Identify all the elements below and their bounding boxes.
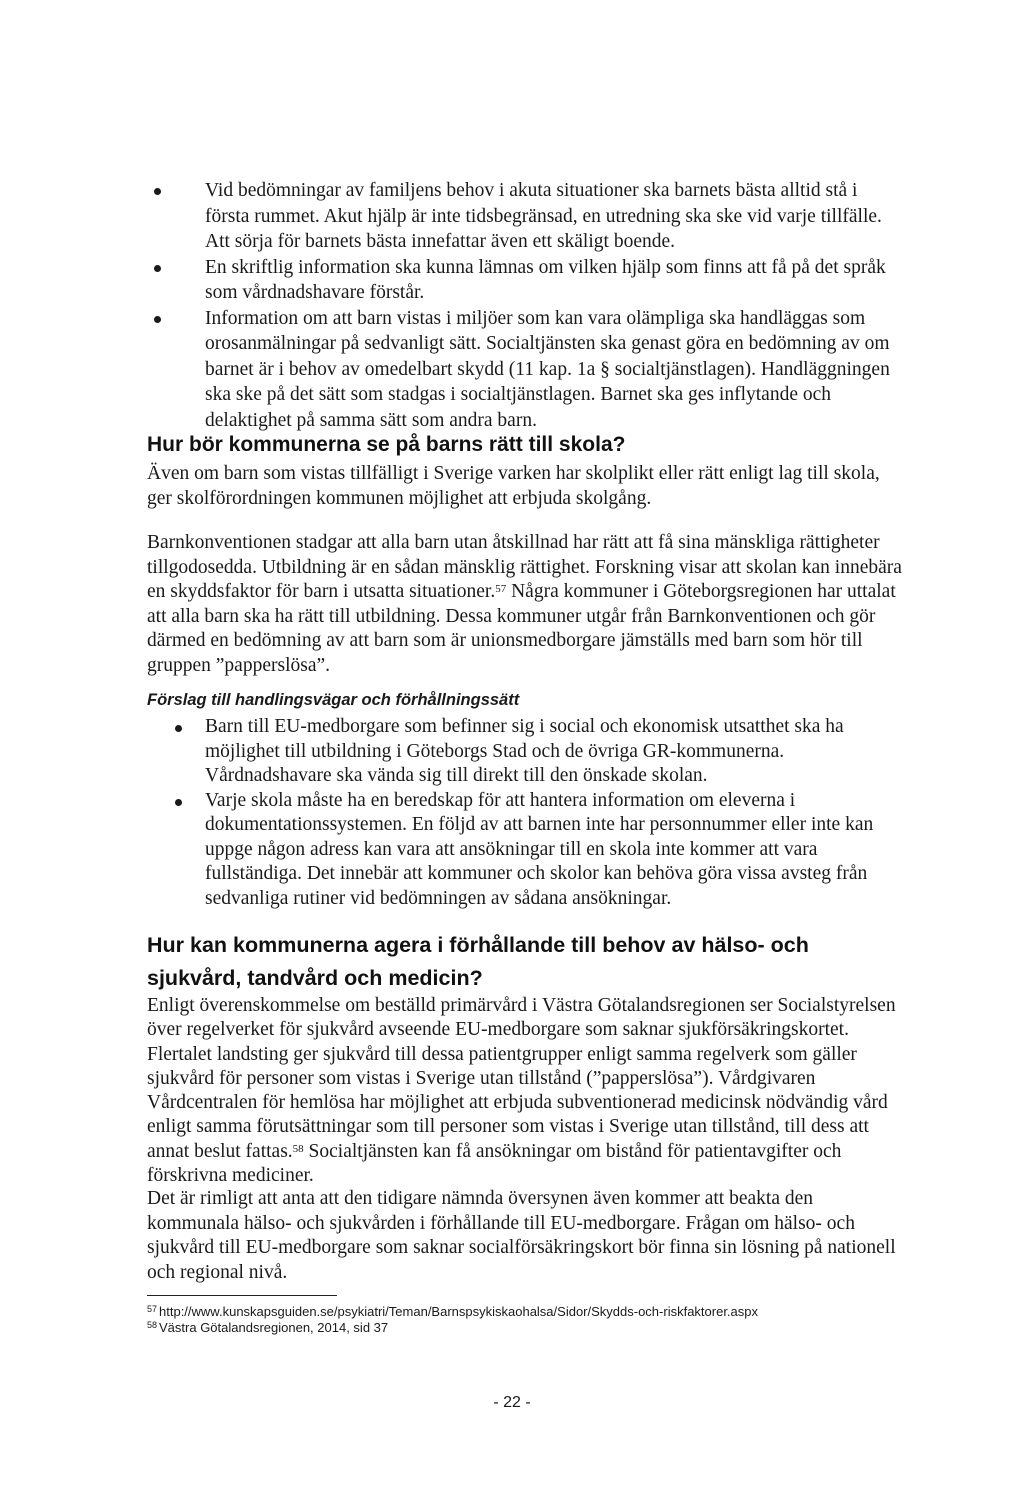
footnote-ref: 58 (292, 1142, 304, 1155)
top-bullet-list (205, 178, 905, 433)
list-item: En skriftlig information ska kunna lämnas om vilken hjälp som finns att få på det språk som vårdnadshavare förstår. (205, 255, 905, 306)
paragraph-text: Enligt överenskommelse om beställd primärvård i Västra Götalandsregionen ser Socialstyrelsen över regelverket för sjukvård avseende EU-medborgare som saknar sjukförsäkringskortet. Flertalet landsting ger sjukvård till dessa patientgrupper enligt samma regelverk som gäller sjukvård för personer som vistas i Sverige utan tillstånd (”papperslösa”). Vårdgivaren Vårdcentralen för hemlösa har möjlighet att erbjuda subventionerad medicinsk nödvändig vård enligt samma förutsättningar som till personer som vistas i Sverige utan tillstånd, till dess att annat beslut fattas. (147, 995, 896, 1162)
list-item: Vid bedömningar av familjens behov i akuta situationer ska barnets bästa alltid stå i första rummet. Akut hjälp är inte tidsbegränsad, en utredning ska ske vid varje tillfälle. Att sörja för barnets bästa innefattar även ett skäligt boende. (205, 178, 905, 255)
health-paragraph-2: Det är rimligt att anta att den tidigare nämnda översynen även kommer att beakta den kommunala hälso- och sjukvården i förhållande till EU-medborgare. Frågan om hälso- och sjukvård till EU-medborgare som saknar socialförsäkringskort bör finna sin lösning på nationell och regional nivå. (147, 1188, 896, 1283)
list-item: Information om att barn vistas i miljöer som kan vara olämpliga ska handläggas som orosanmälningar på sedvanligt sätt. Socialtjänsten ska genast göra en bedömning av om barnet är i behov av omedelbart skydd (11 kap. 1a § socialtjänstlagen). Handläggningen ska ske på det sätt som stadgas i socialtjänstlagen. Barnet ska ges inflytande och delaktighet på samma sätt som andra barn. (205, 306, 905, 434)
health-paragraph-1 (147, 994, 907, 1188)
paragraph-text: Barnkonventionen stadgar att alla barn utan åtskillnad har rätt att få sina mänskliga rättigheter tillgodosedda. Utbildning är en sådan mänsklig rättighet. Forskning visar att skolan kan innebära en skyddsfaktor för barn i utsatta situationer. (147, 532, 902, 602)
footnote-ref: 57 (495, 583, 507, 595)
list-item: Barn till EU-medborgare som befinner sig i social och ekonomisk utsatthet ska ha möjlighet till utbildning i Göteborgs Stad och de övriga GR-kommunerna. Vårdnadshavare ska vända sig till direkt till den önskade skolan. (205, 715, 905, 789)
page-number: - 22 - (493, 1394, 531, 1411)
paragraph-text: Några kommuner i Göteborgsregionen har uttalat att alla barn ska ha rätt till utbildning. Dessa kommuner utgår från Barnkonventionen och gör därmed en bedömning av att barn som är unionsmedborgare jämställs med barn som hör till gruppen ”papperslösa”. (147, 581, 896, 676)
section-heading-health: Hur kan kommunerna agera i förhållande till behov av hälso- och sjukvård, tandvård och medicin? (147, 933, 809, 990)
footnote-number: 57 (147, 1304, 158, 1314)
school-paragraph-1: Även om barn som vistas tillfälligt i Sverige varken har skolplikt eller rätt enligt lag till skola, ger skolförordningen kommunen möjlighet att erbjuda skolgång. (147, 463, 880, 509)
list-item: Varje skola måste ha en beredskap för att hantera information om eleverna i dokumentationssystemen. En följd av att barnen inte har personnummer eller inte kan uppge någon adress kan vara att ansökningar till en skola inte kommer att vara fullständiga. Det innebär att kommuner och skolor kan behöva göra vissa avsteg från sedvanliga rutiner vid bedömningen av sådana ansökningar. (205, 789, 905, 912)
school-paragraph-2 (147, 531, 907, 678)
proposal-subheading: Förslag till handlingsvägar och förhållningssätt (147, 691, 520, 709)
footnote-57 (147, 1304, 758, 1320)
section-heading-school: Hur bör kommunerna se på barns rätt till skola? (147, 433, 626, 456)
footnote-number: 58 (147, 1320, 158, 1330)
footnote-58 (147, 1320, 388, 1336)
footnote-link[interactable]: http://www.kunskapsguiden.se/psykiatri/Teman/Barnspsykiskaohalsa/Sidor/Skydds-och-riskfaktorer.aspx (159, 1304, 759, 1319)
paragraph-text: Socialtjänsten kan få ansökningar om bistånd för patientavgifter och förskrivna mediciner. (147, 1140, 842, 1187)
proposal-bullet-list (205, 715, 905, 911)
footnote-text: Västra Götalandsregionen, 2014, sid 37 (159, 1320, 389, 1335)
footnote-divider (147, 1295, 337, 1296)
